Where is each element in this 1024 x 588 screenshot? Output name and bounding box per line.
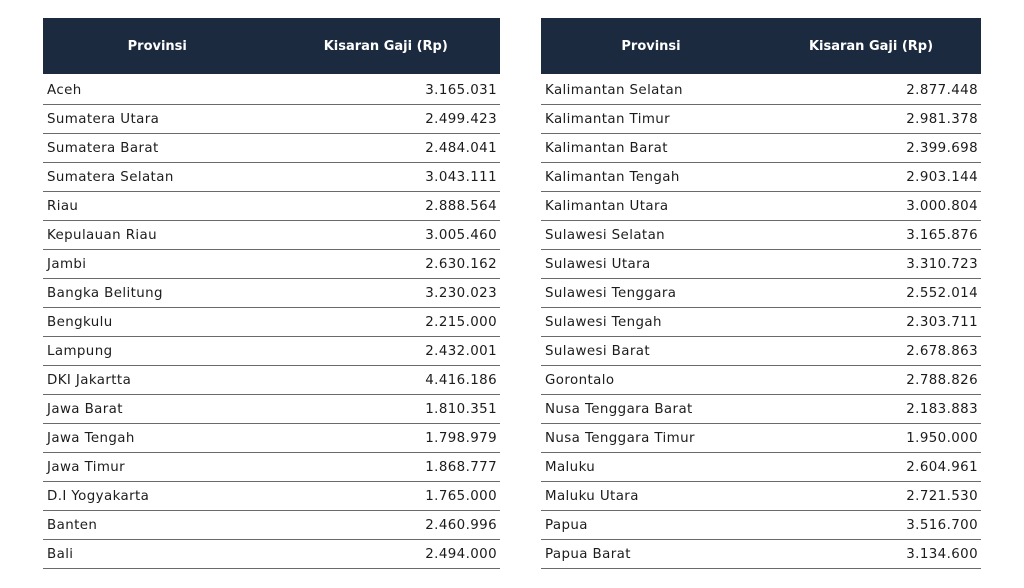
table-row	[541, 250, 981, 279]
table-row	[43, 511, 500, 540]
table-row	[541, 366, 981, 395]
province-cell: Jawa Barat	[47, 401, 123, 417]
header-salary: Kisaran Gaji (Rp)	[808, 38, 934, 54]
table-row	[43, 221, 500, 250]
province-cell: Maluku	[545, 459, 596, 475]
table-row	[43, 453, 500, 482]
salary-cell: 3.165.031	[425, 82, 497, 98]
salary-cell: 1.868.777	[425, 459, 497, 475]
province-cell: Aceh	[47, 82, 82, 98]
province-cell: DKI Jakartta	[47, 372, 132, 388]
salary-cell: 3.516.700	[906, 517, 978, 533]
salary-cell: 2.215.000	[425, 314, 497, 330]
salary-cell: 1.950.000	[906, 430, 978, 446]
table-row	[43, 250, 500, 279]
salary-cell: 2.721.530	[906, 488, 978, 504]
salary-cell: 2.552.014	[906, 285, 978, 301]
province-cell: Jawa Tengah	[47, 430, 135, 446]
province-cell: Sumatera Selatan	[47, 169, 174, 185]
table-row	[541, 453, 981, 482]
salary-cell: 2.499.423	[425, 111, 497, 127]
salary-cell: 3.165.876	[906, 227, 978, 243]
salary-cell: 1.765.000	[425, 488, 497, 504]
table-row	[541, 76, 981, 105]
salary-cell: 1.810.351	[425, 401, 497, 417]
salary-cell: 1.798.979	[425, 430, 497, 446]
table-row	[541, 482, 981, 511]
table-body	[43, 76, 500, 569]
province-cell: Sulawesi Barat	[545, 343, 651, 359]
salary-cell: 2.888.564	[425, 198, 497, 214]
salary-cell: 2.630.162	[425, 256, 497, 272]
province-cell: Bali	[47, 546, 74, 562]
table-row	[541, 105, 981, 134]
table-row	[43, 279, 500, 308]
province-cell: Riau	[47, 198, 79, 214]
table-row	[541, 424, 981, 453]
province-cell: Kepulauan Riau	[47, 227, 158, 243]
table-body	[541, 76, 981, 569]
salary-cell: 2.494.000	[425, 546, 497, 562]
province-cell: Kalimantan Selatan	[545, 82, 683, 98]
table-row	[541, 163, 981, 192]
table-row	[43, 482, 500, 511]
province-cell: Papua Barat	[545, 546, 631, 562]
province-cell: Bengkulu	[47, 314, 113, 330]
salary-cell: 3.230.023	[425, 285, 497, 301]
table-row	[43, 540, 500, 569]
province-cell: Kalimantan Barat	[545, 140, 668, 156]
header-province: Provinsi	[127, 38, 187, 54]
province-cell: Sulawesi Tengah	[545, 314, 662, 330]
table-row	[43, 105, 500, 134]
header-province: Provinsi	[621, 38, 681, 54]
salary-cell: 2.432.001	[425, 343, 497, 359]
table-row	[541, 221, 981, 250]
salary-cell: 3.005.460	[425, 227, 497, 243]
table-row	[43, 76, 500, 105]
table-row	[541, 192, 981, 221]
salary-cell: 2.484.041	[425, 140, 497, 156]
salary-cell: 2.788.826	[906, 372, 978, 388]
province-cell: Nusa Tenggara Timur	[545, 430, 695, 446]
province-cell: Sulawesi Selatan	[545, 227, 666, 243]
salary-cell: 4.416.186	[425, 372, 497, 388]
salary-cell: 2.981.378	[906, 111, 978, 127]
salary-cell: 2.678.863	[906, 343, 978, 359]
table-row	[43, 308, 500, 337]
province-cell: Jawa Timur	[47, 459, 126, 475]
salary-table-right	[541, 18, 981, 569]
salary-cell: 2.460.996	[425, 517, 497, 533]
province-cell: Jambi	[47, 256, 87, 272]
province-cell: D.I Yogyakarta	[47, 488, 150, 504]
salary-cell: 2.399.698	[906, 140, 978, 156]
table-row	[43, 163, 500, 192]
salary-cell: 3.134.600	[906, 546, 978, 562]
province-cell: Nusa Tenggara Barat	[545, 401, 693, 417]
province-cell: Sumatera Barat	[47, 140, 159, 156]
salary-table-left	[43, 18, 500, 569]
salary-cell: 2.604.961	[906, 459, 978, 475]
province-cell: Gorontalo	[545, 372, 615, 388]
province-cell: Sumatera Utara	[47, 111, 160, 127]
table-row	[541, 337, 981, 366]
province-cell: Lampung	[47, 343, 113, 359]
salary-cell: 3.310.723	[906, 256, 978, 272]
province-cell: Kalimantan Tengah	[545, 169, 680, 185]
table-row	[541, 540, 981, 569]
province-cell: Papua	[545, 517, 588, 533]
salary-cell: 3.043.111	[425, 169, 497, 185]
salary-cell: 2.183.883	[906, 401, 978, 417]
salary-cell: 2.903.144	[906, 169, 978, 185]
province-cell: Sulawesi Utara	[545, 256, 651, 272]
salary-cell: 2.877.448	[906, 82, 978, 98]
table-header	[43, 18, 500, 74]
table-row	[43, 395, 500, 424]
table-row	[43, 134, 500, 163]
table-header	[541, 18, 981, 74]
header-salary: Kisaran Gaji (Rp)	[323, 38, 448, 54]
table-row	[43, 366, 500, 395]
table-row	[43, 337, 500, 366]
province-cell: Kalimantan Timur	[545, 111, 671, 127]
table-row	[541, 511, 981, 540]
province-cell: Maluku Utara	[545, 488, 639, 504]
salary-cell: 2.303.711	[906, 314, 978, 330]
province-cell: Bangka Belitung	[47, 285, 163, 301]
table-row	[43, 424, 500, 453]
table-row	[43, 192, 500, 221]
province-cell: Sulawesi Tenggara	[545, 285, 677, 301]
salary-cell: 3.000.804	[906, 198, 978, 214]
table-row	[541, 395, 981, 424]
province-cell: Banten	[47, 517, 98, 533]
table-row	[541, 308, 981, 337]
province-cell: Kalimantan Utara	[545, 198, 669, 214]
table-row	[541, 134, 981, 163]
table-row	[541, 279, 981, 308]
